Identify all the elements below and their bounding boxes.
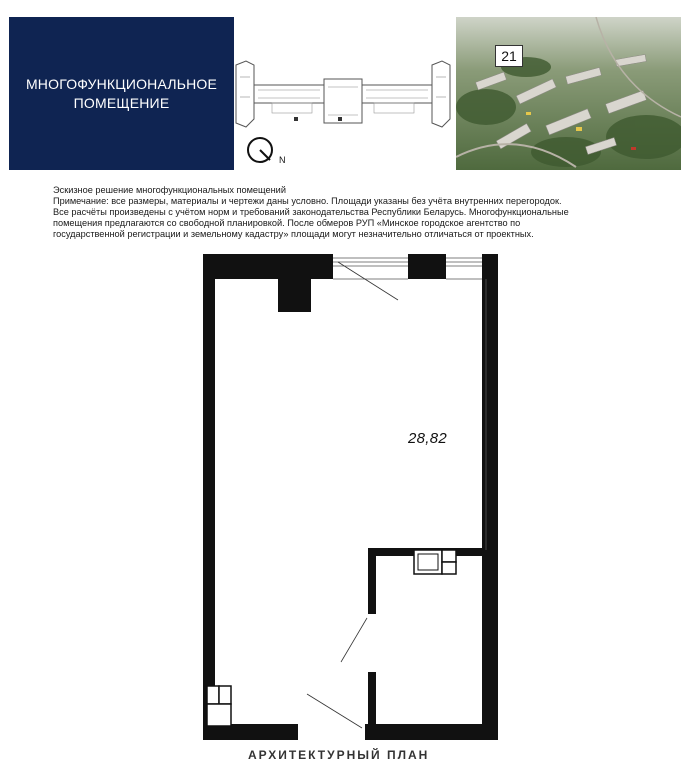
wall-top-left <box>203 254 333 279</box>
aerial-view-image <box>456 17 681 170</box>
door-swing-inner <box>341 618 367 662</box>
area-label: 28,82 <box>408 430 448 447</box>
building-number-tag: 21 <box>495 45 523 67</box>
partition-left-lower <box>368 672 376 732</box>
notes-line: Эскизное решение многофункциональных помещений <box>53 185 286 195</box>
notes-line: Примечание: все размеры, материалы и чертежи даны условно. Площади указаны без учёта внутренних перегородок. <box>53 196 562 206</box>
compass-icon <box>244 136 288 166</box>
plan-caption: АРХИТЕКТУРНЫЙ ПЛАН <box>248 748 430 762</box>
notes-line: помещения предлагаются со свободной планировкой. После обмеров РУП «Минское городское агентство по <box>53 218 521 228</box>
notes-block <box>53 185 663 240</box>
compass-label: N <box>279 155 286 165</box>
door-swing-bottom <box>307 694 362 728</box>
key-plan-diagram <box>232 57 454 132</box>
wall-bottom-right <box>365 724 498 740</box>
title-panel <box>9 17 234 170</box>
column-top-right <box>408 254 446 279</box>
notes-line: Все расчёты произведены с учётом норм и требований законодательства Республики Беларусь. Многофункциональные <box>53 207 569 217</box>
partition-left-upper <box>368 548 376 614</box>
fixture-bottom-3 <box>207 704 231 726</box>
title-line-2: ПОМЕЩЕНИЕ <box>73 94 170 111</box>
fixture-bottom-1 <box>207 686 219 704</box>
notes-line: государственной регистрации и земельному кадастру» площади могут незначительно отличаться от проектных. <box>53 229 534 239</box>
door-swing-top <box>338 262 398 300</box>
column-top <box>278 279 311 312</box>
floor-plan-drawing <box>195 250 505 755</box>
wall-right <box>482 254 498 740</box>
title-line-1: МНОГОФУНКЦИОНАЛЬНОЕ <box>25 75 218 92</box>
fixture-bottom-2 <box>219 686 231 704</box>
fixture-small-1 <box>442 550 456 562</box>
wall-left <box>203 254 215 740</box>
fixture-small-2 <box>442 562 456 574</box>
